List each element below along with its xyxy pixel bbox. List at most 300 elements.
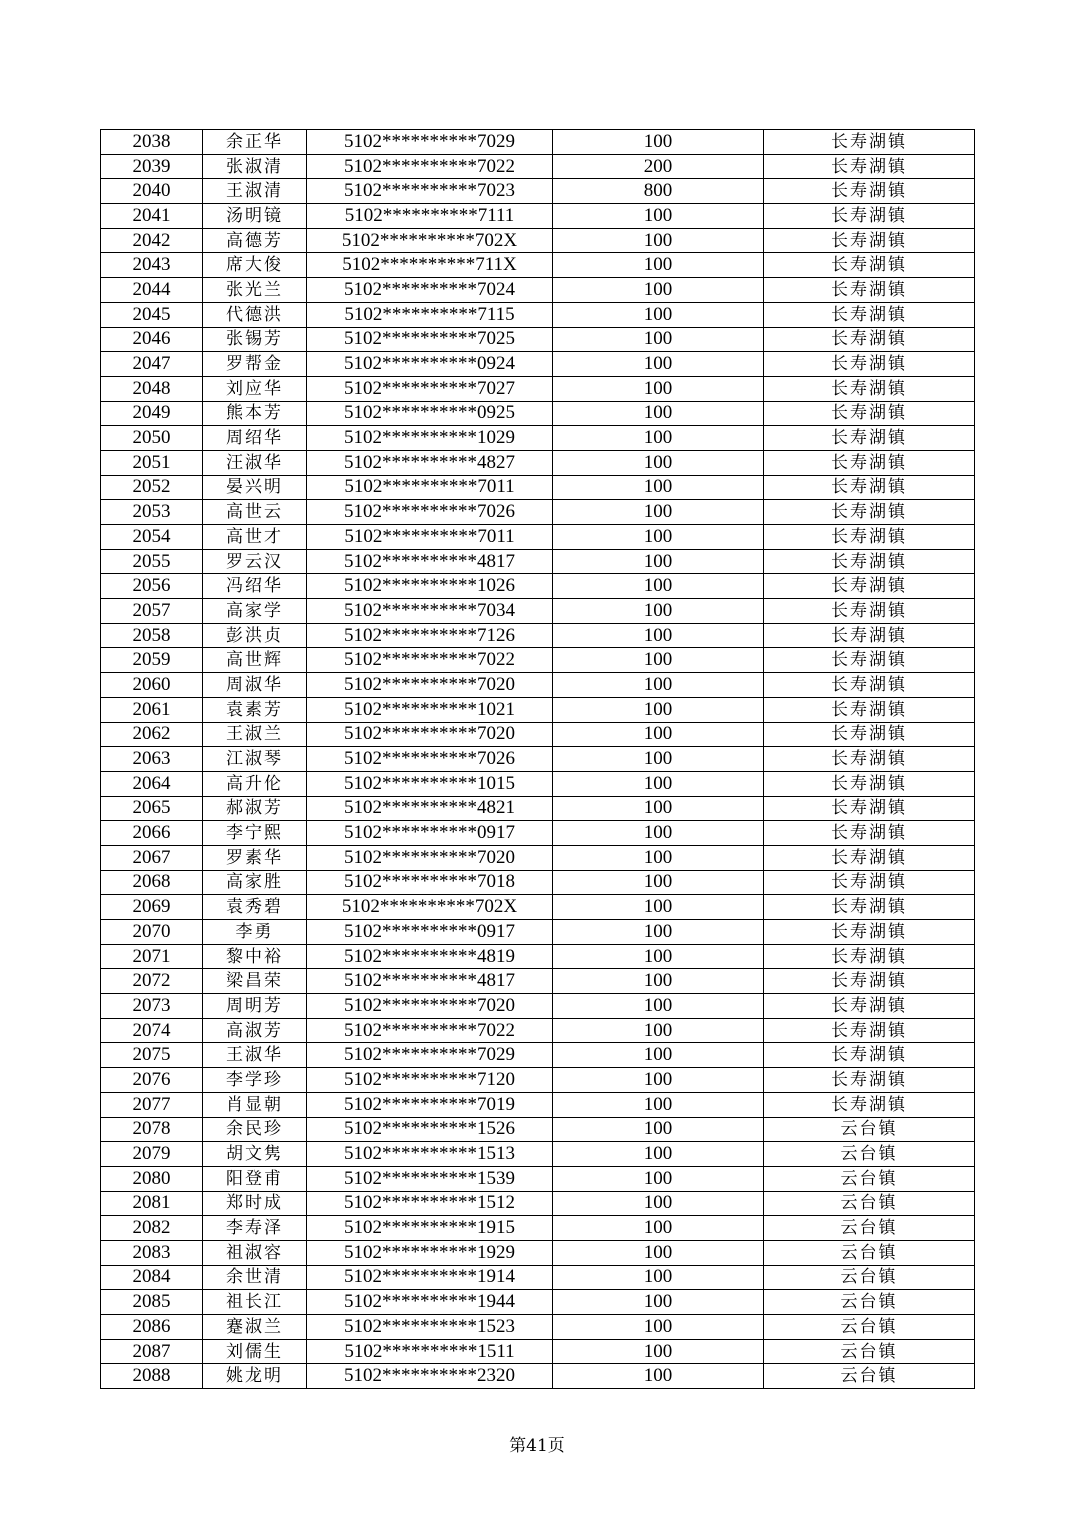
name-cell: 祖长江 [203,1290,307,1315]
amount-cell: 100 [553,574,764,599]
table-row [101,179,975,204]
township-cell: 长寿湖镇 [764,870,975,895]
row-number-cell: 2053 [101,500,203,525]
id-number-cell: 5102**********4827 [307,450,553,475]
name-cell: 罗帮金 [203,352,307,377]
id-number-cell: 5102**********1026 [307,574,553,599]
table-row [101,1142,975,1167]
name-cell: 张锡芳 [203,327,307,352]
name-cell: 阳登甫 [203,1166,307,1191]
row-number-cell: 2065 [101,796,203,821]
amount-cell: 100 [553,920,764,945]
name-cell: 李寿泽 [203,1216,307,1241]
township-cell: 云台镇 [764,1166,975,1191]
row-number-cell: 2073 [101,994,203,1019]
amount-cell: 100 [553,895,764,920]
id-number-cell: 5102**********0917 [307,821,553,846]
township-cell: 长寿湖镇 [764,475,975,500]
id-number-cell: 5102**********7024 [307,278,553,303]
township-cell: 长寿湖镇 [764,130,975,155]
row-number-cell: 2077 [101,1092,203,1117]
row-number-cell: 2088 [101,1364,203,1389]
name-cell: 晏兴明 [203,475,307,500]
table-row [101,1117,975,1142]
row-number-cell: 2083 [101,1240,203,1265]
row-number-cell: 2045 [101,302,203,327]
amount-cell: 100 [553,870,764,895]
id-number-cell: 5102**********7029 [307,130,553,155]
amount-cell: 100 [553,549,764,574]
township-cell: 云台镇 [764,1191,975,1216]
table-row [101,944,975,969]
table-row [101,895,975,920]
id-number-cell: 5102**********0924 [307,352,553,377]
id-number-cell: 5102**********7011 [307,525,553,550]
id-number-cell: 5102**********7022 [307,1018,553,1043]
name-cell: 李学珍 [203,1068,307,1093]
id-number-cell: 5102**********7029 [307,1043,553,1068]
amount-cell: 100 [553,302,764,327]
amount-cell: 100 [553,1018,764,1043]
name-cell: 周绍华 [203,426,307,451]
table-row [101,599,975,624]
amount-cell: 100 [553,599,764,624]
township-cell: 长寿湖镇 [764,450,975,475]
id-number-cell: 5102**********0917 [307,920,553,945]
row-number-cell: 2055 [101,549,203,574]
row-number-cell: 2046 [101,327,203,352]
township-cell: 长寿湖镇 [764,426,975,451]
id-number-cell: 5102**********1539 [307,1166,553,1191]
amount-cell: 100 [553,475,764,500]
township-cell: 长寿湖镇 [764,253,975,278]
id-number-cell: 5102**********7026 [307,500,553,525]
table-row [101,253,975,278]
amount-cell: 100 [553,1068,764,1093]
table-row [101,771,975,796]
name-cell: 高世才 [203,525,307,550]
row-number-cell: 2043 [101,253,203,278]
row-number-cell: 2081 [101,1191,203,1216]
name-cell: 蹇淑兰 [203,1315,307,1340]
row-number-cell: 2062 [101,722,203,747]
table-row [101,623,975,648]
row-number-cell: 2080 [101,1166,203,1191]
table-row [101,574,975,599]
amount-cell: 100 [553,1142,764,1167]
row-number-cell: 2038 [101,130,203,155]
township-cell: 长寿湖镇 [764,648,975,673]
amount-cell: 100 [553,426,764,451]
row-number-cell: 2061 [101,697,203,722]
id-number-cell: 5102**********7034 [307,599,553,624]
township-cell: 长寿湖镇 [764,697,975,722]
row-number-cell: 2048 [101,376,203,401]
row-number-cell: 2058 [101,623,203,648]
table-row [101,1018,975,1043]
township-cell: 长寿湖镇 [764,278,975,303]
table-row [101,500,975,525]
row-number-cell: 2068 [101,870,203,895]
table-row [101,450,975,475]
id-number-cell: 5102**********7022 [307,648,553,673]
name-cell: 代德洪 [203,302,307,327]
township-cell: 长寿湖镇 [764,525,975,550]
township-cell: 长寿湖镇 [764,204,975,229]
row-number-cell: 2049 [101,401,203,426]
amount-cell: 100 [553,1290,764,1315]
name-cell: 熊本芳 [203,401,307,426]
id-number-cell: 5102**********7025 [307,327,553,352]
township-cell: 长寿湖镇 [764,747,975,772]
name-cell: 高德芳 [203,228,307,253]
id-number-cell: 5102**********7126 [307,623,553,648]
name-cell: 高升伦 [203,771,307,796]
township-cell: 长寿湖镇 [764,821,975,846]
amount-cell: 100 [553,1166,764,1191]
amount-cell: 100 [553,352,764,377]
row-number-cell: 2063 [101,747,203,772]
name-cell: 余正华 [203,130,307,155]
row-number-cell: 2057 [101,599,203,624]
row-number-cell: 2060 [101,673,203,698]
table-row [101,204,975,229]
township-cell: 云台镇 [764,1290,975,1315]
row-number-cell: 2051 [101,450,203,475]
id-number-cell: 5102**********7115 [307,302,553,327]
name-cell: 江淑琴 [203,747,307,772]
row-number-cell: 2078 [101,1117,203,1142]
row-number-cell: 2066 [101,821,203,846]
township-cell: 长寿湖镇 [764,1068,975,1093]
table-row [101,1068,975,1093]
row-number-cell: 2050 [101,426,203,451]
township-cell: 云台镇 [764,1142,975,1167]
row-number-cell: 2084 [101,1265,203,1290]
name-cell: 李勇 [203,920,307,945]
amount-cell: 100 [553,1364,764,1389]
row-number-cell: 2064 [101,771,203,796]
name-cell: 罗云汉 [203,549,307,574]
township-cell: 长寿湖镇 [764,327,975,352]
id-number-cell: 5102**********7022 [307,154,553,179]
row-number-cell: 2054 [101,525,203,550]
row-number-cell: 2074 [101,1018,203,1043]
row-number-cell: 2071 [101,944,203,969]
id-number-cell: 5102**********7020 [307,673,553,698]
id-number-cell: 5102**********7111 [307,204,553,229]
township-cell: 长寿湖镇 [764,771,975,796]
township-cell: 云台镇 [764,1265,975,1290]
amount-cell: 100 [553,228,764,253]
name-cell: 郑时成 [203,1191,307,1216]
id-number-cell: 5102**********702X [307,895,553,920]
amount-cell: 100 [553,327,764,352]
name-cell: 刘应华 [203,376,307,401]
name-cell: 刘儒生 [203,1339,307,1364]
table-row [101,475,975,500]
row-number-cell: 2082 [101,1216,203,1241]
amount-cell: 100 [553,1191,764,1216]
name-cell: 黎中裕 [203,944,307,969]
id-number-cell: 5102**********1929 [307,1240,553,1265]
table-row [101,1043,975,1068]
table-row [101,154,975,179]
id-number-cell: 5102**********7026 [307,747,553,772]
table-row [101,401,975,426]
row-number-cell: 2052 [101,475,203,500]
row-number-cell: 2075 [101,1043,203,1068]
township-cell: 长寿湖镇 [764,599,975,624]
name-cell: 汤明镜 [203,204,307,229]
id-number-cell: 5102**********4819 [307,944,553,969]
name-cell: 席大俊 [203,253,307,278]
township-cell: 长寿湖镇 [764,920,975,945]
id-number-cell: 5102**********7019 [307,1092,553,1117]
name-cell: 王淑华 [203,1043,307,1068]
name-cell: 高世云 [203,500,307,525]
name-cell: 胡文隽 [203,1142,307,1167]
table-row [101,1290,975,1315]
id-number-cell: 5102**********4821 [307,796,553,821]
amount-cell: 100 [553,278,764,303]
amount-cell: 100 [553,1265,764,1290]
township-cell: 长寿湖镇 [764,228,975,253]
amount-cell: 100 [553,623,764,648]
amount-cell: 100 [553,450,764,475]
amount-cell: 100 [553,204,764,229]
table-row [101,327,975,352]
id-number-cell: 5102**********702X [307,228,553,253]
table-row [101,747,975,772]
row-number-cell: 2039 [101,154,203,179]
table-row [101,1166,975,1191]
amount-cell: 100 [553,648,764,673]
row-number-cell: 2059 [101,648,203,673]
id-number-cell: 5102**********7023 [307,179,553,204]
row-number-cell: 2056 [101,574,203,599]
township-cell: 云台镇 [764,1364,975,1389]
name-cell: 王淑清 [203,179,307,204]
name-cell: 周淑华 [203,673,307,698]
amount-cell: 800 [553,179,764,204]
row-number-cell: 2044 [101,278,203,303]
township-cell: 长寿湖镇 [764,994,975,1019]
id-number-cell: 5102**********1523 [307,1315,553,1340]
id-number-cell: 5102**********1015 [307,771,553,796]
township-cell: 长寿湖镇 [764,154,975,179]
row-number-cell: 2076 [101,1068,203,1093]
id-number-cell: 5102**********7027 [307,376,553,401]
id-number-cell: 5102**********7020 [307,845,553,870]
township-cell: 长寿湖镇 [764,549,975,574]
amount-cell: 100 [553,673,764,698]
amount-cell: 100 [553,1315,764,1340]
row-number-cell: 2042 [101,228,203,253]
amount-cell: 100 [553,697,764,722]
row-number-cell: 2085 [101,1290,203,1315]
name-cell: 梁昌荣 [203,969,307,994]
table-row [101,722,975,747]
id-number-cell: 5102**********7018 [307,870,553,895]
name-cell: 肖显朝 [203,1092,307,1117]
name-cell: 王淑兰 [203,722,307,747]
name-cell: 高家学 [203,599,307,624]
township-cell: 长寿湖镇 [764,352,975,377]
amount-cell: 100 [553,722,764,747]
amount-cell: 100 [553,771,764,796]
township-cell: 云台镇 [764,1216,975,1241]
township-cell: 长寿湖镇 [764,1092,975,1117]
id-number-cell: 5102**********1512 [307,1191,553,1216]
row-number-cell: 2067 [101,845,203,870]
table-row [101,525,975,550]
id-number-cell: 5102**********1944 [307,1290,553,1315]
amount-cell: 100 [553,1339,764,1364]
amount-cell: 100 [553,944,764,969]
id-number-cell: 5102**********1029 [307,426,553,451]
township-cell: 长寿湖镇 [764,944,975,969]
table-row [101,1240,975,1265]
id-number-cell: 5102**********4817 [307,969,553,994]
name-cell: 高淑芳 [203,1018,307,1043]
amount-cell: 100 [553,796,764,821]
row-number-cell: 2041 [101,204,203,229]
township-cell: 长寿湖镇 [764,895,975,920]
township-cell: 长寿湖镇 [764,969,975,994]
name-cell: 周明芳 [203,994,307,1019]
name-cell: 余世清 [203,1265,307,1290]
amount-cell: 100 [553,1216,764,1241]
township-cell: 长寿湖镇 [764,1018,975,1043]
id-number-cell: 5102**********7120 [307,1068,553,1093]
id-number-cell: 5102**********1513 [307,1142,553,1167]
table-row [101,130,975,155]
township-cell: 长寿湖镇 [764,722,975,747]
township-cell: 长寿湖镇 [764,500,975,525]
table-row [101,994,975,1019]
table-row [101,796,975,821]
name-cell: 张光兰 [203,278,307,303]
township-cell: 长寿湖镇 [764,574,975,599]
id-number-cell: 5102**********2320 [307,1364,553,1389]
table-row [101,1191,975,1216]
id-number-cell: 5102**********7020 [307,994,553,1019]
id-number-cell: 5102**********1914 [307,1265,553,1290]
id-number-cell: 5102**********1915 [307,1216,553,1241]
row-number-cell: 2070 [101,920,203,945]
register-table [100,129,975,1389]
table-row [101,845,975,870]
township-cell: 长寿湖镇 [764,1043,975,1068]
amount-cell: 200 [553,154,764,179]
township-cell: 长寿湖镇 [764,302,975,327]
name-cell: 彭洪贞 [203,623,307,648]
table-row [101,1216,975,1241]
row-number-cell: 2087 [101,1339,203,1364]
amount-cell: 100 [553,525,764,550]
name-cell: 冯绍华 [203,574,307,599]
table-row [101,426,975,451]
name-cell: 袁秀碧 [203,895,307,920]
name-cell: 高家胜 [203,870,307,895]
table-row [101,969,975,994]
page-number: 第41页 [509,1436,565,1456]
table-row [101,302,975,327]
amount-cell: 100 [553,1043,764,1068]
table-row [101,1364,975,1389]
amount-cell: 100 [553,1117,764,1142]
amount-cell: 100 [553,376,764,401]
id-number-cell: 5102**********0925 [307,401,553,426]
row-number-cell: 2086 [101,1315,203,1340]
name-cell: 张淑清 [203,154,307,179]
id-number-cell: 5102**********4817 [307,549,553,574]
township-cell: 云台镇 [764,1315,975,1340]
township-cell: 长寿湖镇 [764,845,975,870]
township-cell: 长寿湖镇 [764,623,975,648]
name-cell: 罗素华 [203,845,307,870]
id-number-cell: 5102**********7011 [307,475,553,500]
table-row [101,1265,975,1290]
amount-cell: 100 [553,401,764,426]
table-row [101,278,975,303]
amount-cell: 100 [553,845,764,870]
amount-cell: 100 [553,747,764,772]
amount-cell: 100 [553,969,764,994]
township-cell: 长寿湖镇 [764,673,975,698]
table-row [101,697,975,722]
township-cell: 长寿湖镇 [764,179,975,204]
name-cell: 汪淑华 [203,450,307,475]
amount-cell: 100 [553,821,764,846]
amount-cell: 100 [553,500,764,525]
name-cell: 高世辉 [203,648,307,673]
township-cell: 云台镇 [764,1240,975,1265]
township-cell: 长寿湖镇 [764,401,975,426]
name-cell: 李宁熙 [203,821,307,846]
township-cell: 长寿湖镇 [764,376,975,401]
id-number-cell: 5102**********711X [307,253,553,278]
table-row [101,1315,975,1340]
township-cell: 云台镇 [764,1339,975,1364]
row-number-cell: 2040 [101,179,203,204]
row-number-cell: 2069 [101,895,203,920]
name-cell: 袁素芳 [203,697,307,722]
table-row [101,376,975,401]
table-row [101,920,975,945]
name-cell: 郝淑芳 [203,796,307,821]
id-number-cell: 5102**********1511 [307,1339,553,1364]
register-table-body [101,130,975,1389]
township-cell: 长寿湖镇 [764,796,975,821]
amount-cell: 100 [553,253,764,278]
id-number-cell: 5102**********1021 [307,697,553,722]
table-row [101,648,975,673]
name-cell: 余民珍 [203,1117,307,1142]
amount-cell: 100 [553,1092,764,1117]
id-number-cell: 5102**********7020 [307,722,553,747]
row-number-cell: 2079 [101,1142,203,1167]
township-cell: 云台镇 [764,1117,975,1142]
amount-cell: 100 [553,994,764,1019]
amount-cell: 100 [553,1240,764,1265]
row-number-cell: 2072 [101,969,203,994]
table-row [101,1339,975,1364]
name-cell: 姚龙明 [203,1364,307,1389]
table-row [101,1092,975,1117]
table-row [101,821,975,846]
